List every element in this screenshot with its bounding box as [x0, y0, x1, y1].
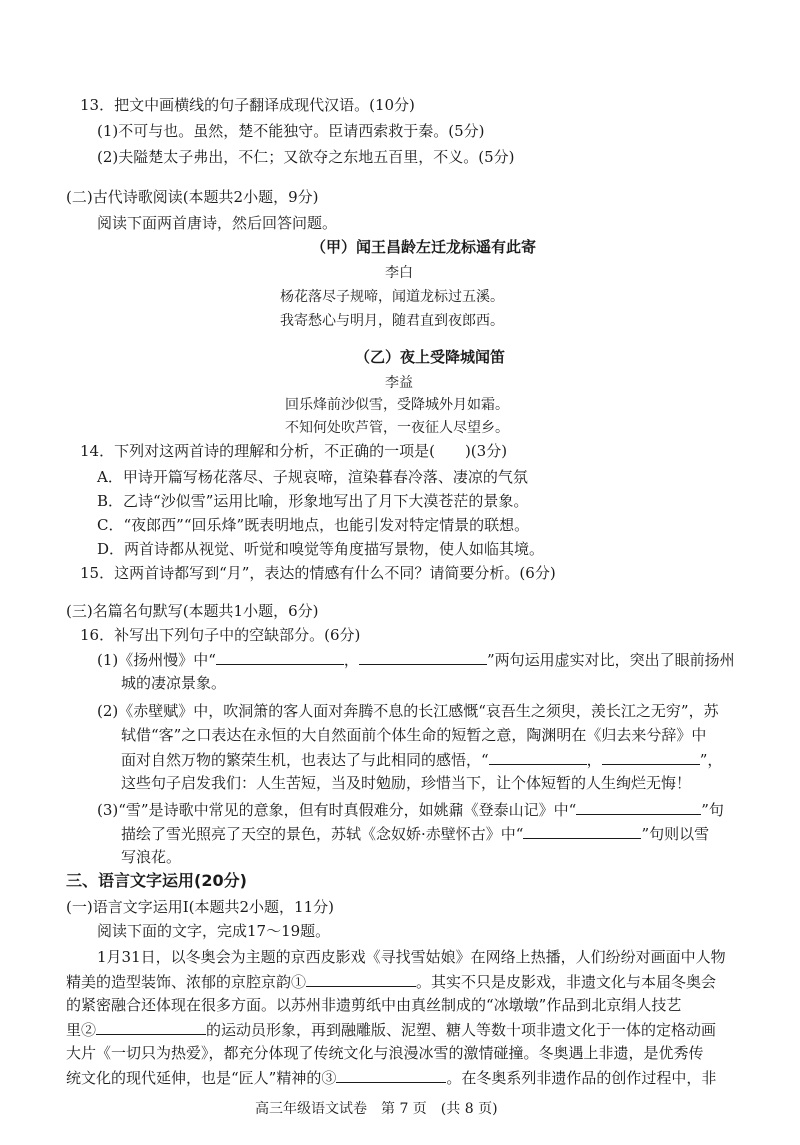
q16-sub2-line2: 轼借“客”之口表达在永恒的大自然面前个体生命的短暂之意，陶渊明在《归去来兮辞》中 — [121, 726, 707, 744]
poem-b-line2: 不知何处吹芦管，一夜征人尽望乡。 — [285, 420, 509, 436]
passage-line6 — [66, 1066, 716, 1089]
q16-sub2-line3 — [121, 748, 722, 771]
poem-a-line1: 杨花落尽子规啼，闻道龙标过五溪。 — [280, 289, 504, 305]
passage-line6-a: 统文化的现代延伸，也是“匠人”精神的③ — [66, 1069, 337, 1087]
q16-sub2-line4: 这些句子启发我们：人生苦短，当及时勉励，珍惜当下，让个体短暂的人生绚烂无悔！ — [121, 774, 692, 792]
q13-stem: 13．把文中画横线的句子翻译成现代汉语。(10分) — [80, 96, 415, 114]
poem-b-title: （乙）夜上受降城闻笛 — [355, 348, 506, 366]
q16-blank-4[interactable] — [602, 748, 700, 765]
q16-sub3-mid: ”句 — [701, 801, 724, 819]
q14-option-c: C．“夜郎西”“回乐烽”既表明地点，也能引发对特定情景的联想。 — [97, 516, 530, 534]
q14-option-a: A．甲诗开篇写杨花落尽、子规哀啼，渲染暮春冷落、凄凉的气氛 — [97, 468, 528, 486]
passage-line4-b: 的运动员形象，再到融雕版、泥塑、糖人等数十项非遗文化于一体的定格动画 — [206, 1021, 717, 1039]
q16-blank-1[interactable] — [216, 648, 344, 665]
q16-sub3-suffix: ”句则以雪 — [641, 825, 710, 843]
part2-intro: 阅读下面两首唐诗，然后回答问题。 — [97, 214, 338, 232]
q16-blank-3[interactable] — [489, 748, 587, 765]
passage-line3: 的紧密融合还体现在很多方面。以苏州非遗剪纸中由真丝制成的“冰墩墩”作品到北京绢人技艺 — [66, 996, 682, 1014]
q14-stem: 14．下列对这两首诗的理解和分析，不正确的一项是( )(3分) — [80, 442, 508, 460]
q16-sub2-suffix: ”， — [699, 751, 723, 769]
passage-line1: 1月31日，以冬奥会为主题的京西皮影戏《寻找雪姑娘》在网络上热播，人们纷纷对画面中人物 — [97, 948, 726, 966]
q16-sub1-prefix: (1)《扬州慢》中“ — [97, 651, 216, 669]
q16-blank-5[interactable] — [576, 798, 701, 815]
q16-sub3-line1 — [97, 798, 724, 821]
passage-line6-b: 。在冬奥系列非遗作品的创作过程中，非 — [446, 1069, 717, 1087]
passage-line4 — [66, 1018, 716, 1041]
q16-sub1-suffix: ”两句运用虚实对比，突出了眼前扬州 — [486, 651, 735, 669]
q16-blank-2[interactable] — [359, 648, 487, 665]
q16-sub3-line3: 写浪花。 — [121, 848, 182, 866]
q16-sub1-comma: ， — [343, 651, 359, 669]
passage-line2-a: 精美的造型装饰、浓郁的京腔京韵① — [66, 973, 307, 991]
section3-header: 三、语言文字运用(20分) — [66, 871, 247, 890]
part31-header: (一)语言文字运用Ⅰ(本题共2小题，11分) — [66, 898, 334, 916]
q16-sub1-line1 — [97, 648, 735, 671]
q14-option-b: B．乙诗“沙似雪”运用比喻，形象地写出了月下大漠苍茫的景象。 — [97, 492, 529, 510]
part2-header: (二)古代诗歌阅读(本题共2小题，9分) — [66, 188, 319, 206]
passage-blank-1[interactable] — [306, 970, 416, 987]
q16-sub2-comma: ， — [586, 751, 602, 769]
q13-sub2: (2)夫隘楚太子弗出，不仁；又欲夺之东地五百里，不义。(5分) — [97, 148, 515, 166]
part3-header: (三)名篇名句默写(本题共1小题，6分) — [66, 602, 319, 620]
q16-sub2-prefix: 面对自然万物的繁荣生机，也表达了与此相同的感悟，“ — [121, 751, 489, 769]
passage-line4-a: 里② — [66, 1021, 97, 1039]
passage-line2-b: 。其实不只是皮影戏，非遗文化与本届冬奥会 — [416, 973, 717, 991]
passage-blank-3[interactable] — [336, 1066, 446, 1083]
q16-sub3-prefix: (3)“雪”是诗歌中常见的意象，但有时真假难分，如姚鼐《登泰山记》中“ — [97, 801, 577, 819]
q13-sub1: (1)不可与也。虽然，楚不能独守。臣请西索救于秦。(5分) — [97, 122, 485, 140]
q15-stem: 15．这两首诗都写到“月”，表达的情感有什么不同？请简要分析。(6分) — [80, 564, 556, 582]
passage-blank-2[interactable] — [96, 1018, 206, 1035]
q16-sub3-line2 — [121, 822, 709, 845]
q14-option-d: D．两首诗都从视觉、听觉和嗅觉等角度描写景物，使人如临其境。 — [97, 540, 545, 558]
poem-b-line1: 回乐烽前沙似雪，受降城外月如霜。 — [285, 397, 509, 413]
q16-stem: 16．补写出下列句子中的空缺部分。(6分) — [80, 626, 361, 644]
poem-a-author: 李白 — [385, 265, 413, 281]
passage-line5: 大片《一切只为热爱》，都充分体现了传统文化与浪漫冰雪的激情碰撞。冬奥遇上非遗，是优秀传 — [66, 1044, 704, 1062]
poem-a-line2: 我寄愁心与明月，随君直到夜郎西。 — [280, 313, 504, 329]
q16-blank-6[interactable] — [523, 822, 641, 839]
page-footer: 高三年级语文试卷 第 7 页 (共 8 页) — [255, 1101, 498, 1117]
passage-line2 — [66, 970, 716, 993]
part31-intro: 阅读下面的文字，完成17～19题。 — [97, 922, 331, 940]
q16-sub2-line1: (2)《赤壁赋》中，吹洞箫的客人面对奔腾不息的长江感慨“哀吾生之须臾，羡长江之无穷”，苏 — [97, 702, 719, 720]
q16-sub1-line2: 城的凄凉景象。 — [121, 674, 227, 692]
poem-a-title: （甲）闻王昌龄左迁龙标遥有此寄 — [311, 238, 537, 256]
q16-sub3-text: 描绘了雪光照亮了天空的景色，苏轼《念奴娇·赤壁怀古》中“ — [121, 825, 524, 843]
poem-b-author: 李益 — [385, 375, 413, 391]
